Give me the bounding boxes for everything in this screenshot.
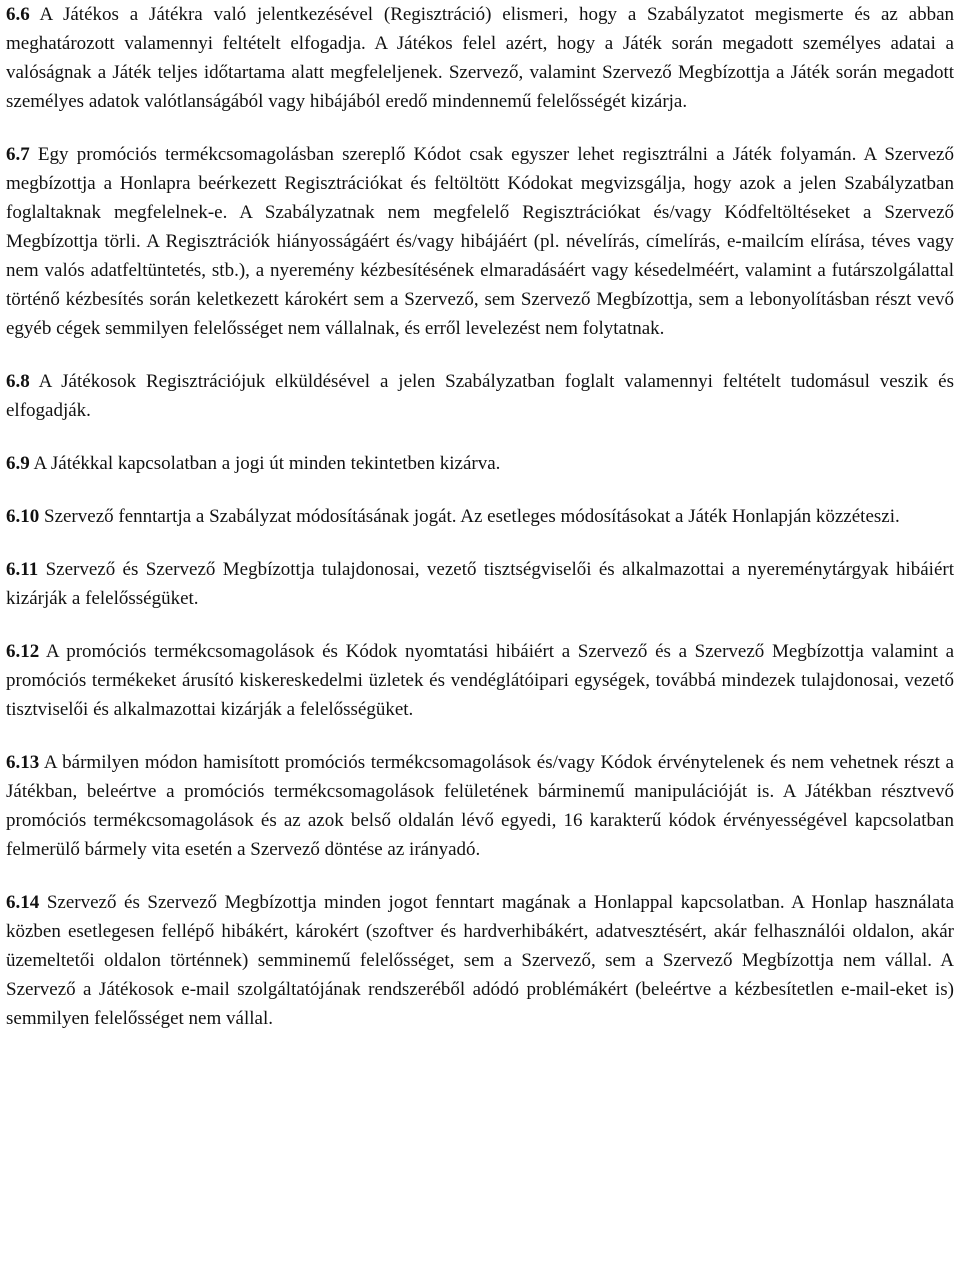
section-6-6: [6, 0, 954, 116]
section-6-12: [6, 637, 954, 724]
section-text: Egy promóciós termékcsomagolásban szereplő Kódot csak egyszer lehet regisztrálni a Játék folyamán. A Szervező megbízottja a Honlapra beérkezett Regisztrációkat és feltöltött Kódokat megvizsgálja, hogy azok a jelen Szabályzatban foglaltaknak megfelelnek-e. A Szabályzatnak nem megfelelő Regisztrációkat és/vagy Kódfeltöltéseket a Szervező Megbízottja törli. A Regisztrációk hiányosságáért és/vagy hibájáért (pl. névelírás, címelírás, e-mailcím elírása, téves vagy nem valós adatfeltüntetés, stb.), a nyeremény kézbesítésének elmaradásáért vagy késedelméért, valamint a futárszolgálattal történő kézbesítés során keletkezett károkért sem a Szervező, sem Szervező Megbízottja, sem a lebonyolításban részt vevő egyéb cégek semmilyen felelősséget nem vállalnak, és erről levelezést nem folytatnak.: [6, 144, 954, 339]
section-6-7: [6, 140, 954, 343]
section-number-rest: 10: [20, 506, 40, 527]
section-6-13: [6, 748, 954, 864]
section-6-11: [6, 555, 954, 613]
section-number-bold: 6.: [6, 892, 21, 913]
section-text: A Játékosok Regisztrációjuk elküldésével a jelen Szabályzatban foglalt valamennyi feltételt tudomásul veszik és elfogadják.: [6, 371, 954, 421]
section-number-bold: 6.: [6, 559, 21, 580]
section-6-10: [6, 502, 954, 531]
section-number: [6, 559, 38, 580]
section-text: A Játékos a Játékra való jelentkezésével (Regisztráció) elismeri, hogy a Szabályzatot megismerte és az abban meghatározott valamennyi feltételt elfogadja. A Játékos felel azért, hogy a Játék során megadott személyes adatai a valóságnak a Játék teljes időtartama alatt megfeleljenek. Szervező, valamint Szervező Megbízottja a Játék során megadott személyes adatok valótlanságából vagy hibájából eredő mindennemű felelősségét kizárja.: [6, 4, 954, 112]
section-6-9: [6, 449, 954, 478]
section-number: [6, 371, 30, 392]
section-number-bold: 6.: [6, 371, 21, 392]
section-text: A promóciós termékcsomagolások és Kódok nyomtatási hibáiért a Szervező és a Szervező Megbízottja valamint a promóciós termékeket árusító kiskereskedelmi üzletek és vendéglátóipari egységek, továbbá mindezek tulajdonosai, vezető tisztviselői és alkalmazottai kizárják a felelősségüket.: [6, 641, 954, 720]
section-number: [6, 892, 39, 913]
section-text: Szervező és Szervező Megbízottja tulajdonosai, vezető tisztségviselői és alkalmazottai a nyereménytárgyak hibáiért kizárják a felelősségüket.: [6, 559, 954, 609]
section-number-rest: 8: [20, 371, 30, 392]
section-text: Szervező fenntartja a Szabályzat módosításának jogát. Az esetleges módosításokat a Játék Honlapján közzéteszi.: [39, 506, 900, 527]
section-number-rest: 14: [20, 892, 40, 913]
section-number-rest: 12: [20, 641, 40, 662]
section-number-bold: 6.: [6, 144, 21, 165]
section-number: [6, 453, 30, 474]
section-number-rest: 13: [20, 752, 40, 773]
section-number: [6, 752, 39, 773]
section-number-rest: 9: [20, 453, 30, 474]
section-number-rest: 11: [20, 559, 39, 580]
section-number-bold: 6.: [6, 506, 21, 527]
section-number-bold: 6.: [6, 752, 21, 773]
section-number: [6, 506, 39, 527]
section-number-bold: 6.: [6, 641, 21, 662]
section-number-bold: 6.: [6, 453, 21, 474]
section-number-bold: 6.6: [6, 4, 30, 25]
section-6-14: [6, 888, 954, 1033]
section-text: A bármilyen módon hamisított promóciós termékcsomagolások és/vagy Kódok érvénytelenek és nem vehetnek részt a Játékban, beleértve a promóciós termékcsomagolások felületének bárminemű manipulációját is. A Játékban résztvevő promóciós termékcsomagolások és az azok belső oldalán lévő egyedi, 16 karakterű kódok érvényességével kapcsolatban felmerülő bármely vita esetén a Szervező döntése az irányadó.: [6, 752, 954, 860]
section-number: [6, 641, 39, 662]
section-text: Szervező és Szervező Megbízottja minden jogot fenntart magának a Honlappal kapcsolatban. A Honlap használata közben esetlegesen fellépő hibákért, károkért (szoftver és hardverhibákért, adatvesztésért, akár felhasználói oldalon, akár üzemeltetői oldalon történnek) semminemű felelősséget, sem a Szervező, sem a Szervező Megbízottja nem vállal. A Szervező a Játékosok e-mail szolgáltatójának rendszeréből adódó problémákért (beleértve a kézbesítetlen e-mail-eket is) semmilyen felelősséget nem vállal.: [6, 892, 954, 1029]
section-number: [6, 144, 30, 165]
section-text: A Játékkal kapcsolatban a jogi út minden tekintetben kizárva.: [29, 453, 501, 474]
section-number: [6, 4, 30, 25]
section-6-8: [6, 367, 954, 425]
section-number-rest: 7: [20, 144, 30, 165]
